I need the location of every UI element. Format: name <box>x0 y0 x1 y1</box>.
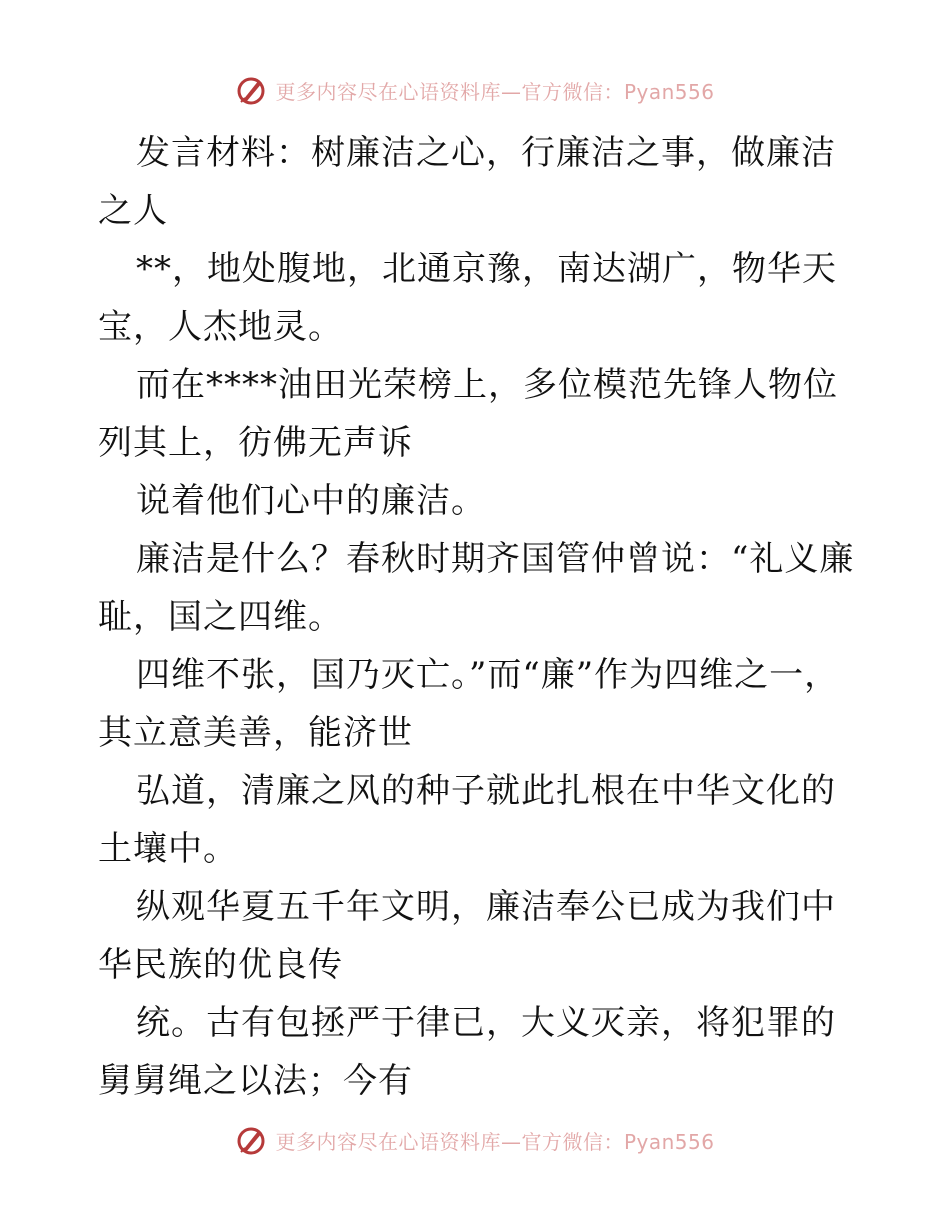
header-banner-text: 更多内容尽在心语资料库—官方微信：Pyan556 <box>275 79 715 104</box>
footer-banner-text: 更多内容尽在心语资料库—官方微信：Pyan556 <box>275 1129 715 1154</box>
paragraph-6: 四维不张，国乃灭亡。”而“廉”作为四维之一，其立意美善，能济世 <box>98 655 840 753</box>
paragraph-1: 发言材料：树廉洁之心，行廉洁之事，做廉洁之人 <box>98 133 836 231</box>
feather-pen-logo-icon <box>235 1124 267 1156</box>
paragraph-4: 说着他们心中的廉洁。 <box>136 481 486 521</box>
paragraph-7: 弘道，清廉之风的种子就此扎根在中华文化的土壤中。 <box>98 771 836 869</box>
footer-banner <box>0 1120 950 1160</box>
document-body <box>98 124 858 1110</box>
paragraph-3: 而在****油田光荣榜上，多位模范先锋人物位列其上，彷佛无声诉 <box>98 365 838 463</box>
feather-pen-logo-icon <box>235 74 267 106</box>
header-banner <box>0 70 950 110</box>
paragraph-8: 纵观华夏五千年文明，廉洁奉公已成为我们中华民族的优良传 <box>98 887 836 985</box>
paragraph-2: **，地处腹地，北通京豫，南达湖广，物华天宝，人杰地灵。 <box>98 249 837 347</box>
paragraph-9: 统。古有包拯严于律已，大义灭亲，将犯罪的舅舅绳之以法；今有 <box>98 1003 836 1101</box>
paragraph-5: 廉洁是什么？春秋时期齐国管仲曾说：“礼义廉耻，国之四维。 <box>98 539 855 637</box>
